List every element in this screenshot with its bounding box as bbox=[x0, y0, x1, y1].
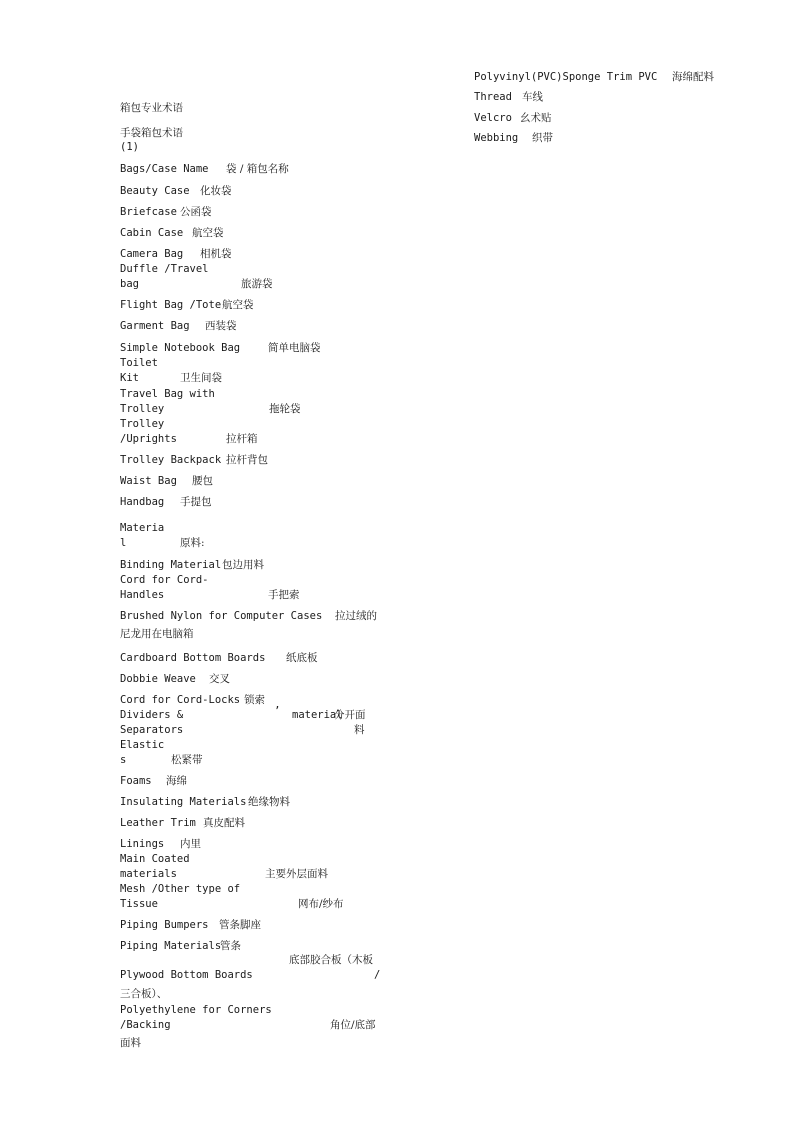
term-velcro: Velcro bbox=[474, 112, 512, 124]
term-toilet-2: Kit bbox=[120, 372, 139, 384]
term-thread: Thread bbox=[474, 91, 512, 103]
term-main-coated-2: materials bbox=[120, 868, 177, 880]
cn-beauty-case: 化妆袋 bbox=[200, 185, 232, 197]
term-leather-trim: Leather Trim bbox=[120, 817, 196, 829]
plywood-slash: / bbox=[374, 969, 381, 981]
cn-briefcase: 公函袋 bbox=[180, 206, 212, 218]
term-cord-handles-1: Cord for Cord- bbox=[120, 574, 209, 586]
term-cabin-case: Cabin Case bbox=[120, 227, 184, 239]
cn-notebook-bag: 简单电脑袋 bbox=[268, 342, 321, 354]
cn-pvc-sponge: 海绵配料 bbox=[672, 71, 714, 83]
term-trolley-2: /Uprights bbox=[120, 433, 177, 445]
term-dividers-1: Dividers & bbox=[120, 709, 184, 721]
term-polyethylene-2: /Backing bbox=[120, 1019, 171, 1031]
cn-cabin-case: 航空袋 bbox=[192, 227, 224, 239]
term-flight-bag: Flight Bag /Tote bbox=[120, 299, 222, 311]
cn-toilet: 卫生间袋 bbox=[180, 372, 222, 384]
cn-leather-trim: 真皮配料 bbox=[203, 817, 245, 829]
cn-handbag: 手提包 bbox=[180, 496, 212, 508]
cn-flight-bag: 航空袋 bbox=[222, 299, 254, 311]
term-elastics-2: s bbox=[120, 754, 127, 766]
term-cardboard: Cardboard Bottom Boards bbox=[120, 652, 266, 664]
cn-main-coated: 主要外层面料 bbox=[265, 868, 328, 880]
term-mesh-1: Mesh /Other type of bbox=[120, 883, 241, 895]
cn-webbing: 织带 bbox=[532, 132, 553, 144]
cn-duffle: 旅游袋 bbox=[241, 278, 273, 290]
term-waist-bag: Waist Bag bbox=[120, 475, 177, 487]
cn-garment-bag: 西装袋 bbox=[205, 320, 237, 332]
dividers-mid: material bbox=[292, 709, 343, 721]
cn-camera-bag: 相机袋 bbox=[200, 248, 232, 260]
cn-trolley: 拉杆箱 bbox=[226, 433, 258, 445]
cn-thread: 车线 bbox=[522, 91, 543, 103]
term-trolley-1: Trolley bbox=[120, 418, 165, 430]
material-header-1: Materia bbox=[120, 522, 165, 534]
term-handbag: Handbag bbox=[120, 496, 165, 508]
cn-elastics: 松紧带 bbox=[171, 754, 203, 766]
cn-linings: 内里 bbox=[180, 838, 201, 850]
cn-mesh: 网布/纱布 bbox=[298, 898, 344, 910]
cn-polyethylene-1: 角位/底部 bbox=[330, 1019, 376, 1031]
material-header-2: l bbox=[120, 537, 127, 549]
cn-plywood-1: 底部胶合板（木板 bbox=[289, 954, 373, 966]
cn-brushed-nylon-1: 拉过绒的 bbox=[335, 610, 377, 622]
section-number: (1) bbox=[120, 141, 139, 153]
bags-header-term: Bags/Case Name bbox=[120, 163, 209, 175]
term-duffle-1: Duffle /Travel bbox=[120, 263, 209, 275]
term-travel-bag-2: Trolley bbox=[120, 403, 165, 415]
cn-travel-bag: 拖轮袋 bbox=[269, 403, 301, 415]
term-trolley-backpack: Trolley Backpack bbox=[120, 454, 222, 466]
cn-piping-materials: 管条 bbox=[220, 940, 241, 952]
term-mesh-2: Tissue bbox=[120, 898, 158, 910]
term-linings: Linings bbox=[120, 838, 165, 850]
term-travel-bag-1: Travel Bag with bbox=[120, 388, 215, 400]
term-cord-handles-2: Handles bbox=[120, 589, 165, 601]
term-insulating: Insulating Materials bbox=[120, 796, 247, 808]
term-beauty-case: Beauty Case bbox=[120, 185, 190, 197]
term-webbing: Webbing bbox=[474, 132, 519, 144]
term-dobbie: Dobbie Weave bbox=[120, 673, 196, 685]
term-dividers-2: Separators bbox=[120, 724, 184, 736]
material-header-cn: 原料: bbox=[180, 537, 205, 549]
term-garment-bag: Garment Bag bbox=[120, 320, 190, 332]
term-camera-bag: Camera Bag bbox=[120, 248, 184, 260]
page-subtitle: 手袋箱包术语 bbox=[120, 127, 183, 139]
cn-foams: 海绵 bbox=[166, 775, 187, 787]
term-plywood: Plywood Bottom Boards bbox=[120, 969, 253, 981]
dividers-mark: ’ bbox=[274, 705, 281, 717]
term-piping-materials: Piping Materials bbox=[120, 940, 222, 952]
term-binding: Binding Material bbox=[120, 559, 222, 571]
term-briefcase: Briefcase bbox=[120, 206, 177, 218]
term-toilet-1: Toilet bbox=[120, 357, 158, 369]
cn-velcro: 幺术贴 bbox=[520, 112, 552, 124]
cn-trolley-backpack: 拉杆背包 bbox=[226, 454, 268, 466]
cn-polyethylene-2: 面料 bbox=[120, 1037, 141, 1049]
page-title: 箱包专业术语 bbox=[120, 102, 183, 114]
term-duffle-2: bag bbox=[120, 278, 139, 290]
cn-brushed-nylon-2: 尼龙用在电脑箱 bbox=[120, 628, 194, 640]
cn-dividers-1: 分开面 bbox=[334, 709, 366, 721]
term-polyethylene-1: Polyethylene for Corners bbox=[120, 1004, 272, 1016]
cn-binding: 包边用料 bbox=[222, 559, 264, 571]
cn-dobbie: 交叉 bbox=[209, 673, 230, 685]
term-brushed-nylon: Brushed Nylon for Computer Cases bbox=[120, 610, 323, 622]
cn-cord-handles: 手把索 bbox=[268, 589, 300, 601]
bags-header-cn: 袋 / 箱包名称 bbox=[226, 163, 289, 175]
cn-piping-bumpers: 管条脚座 bbox=[219, 919, 261, 931]
cn-cord-locks: 锁索 bbox=[244, 694, 265, 706]
term-cord-locks: Cord for Cord-Locks bbox=[120, 694, 241, 706]
cn-waist-bag: 腰包 bbox=[192, 475, 213, 487]
term-foams: Foams bbox=[120, 775, 152, 787]
cn-plywood-2: 三合板）、 bbox=[120, 988, 168, 1000]
term-notebook-bag: Simple Notebook Bag bbox=[120, 342, 241, 354]
cn-insulating: 绝缘物料 bbox=[248, 796, 290, 808]
term-piping-bumpers: Piping Bumpers bbox=[120, 919, 209, 931]
cn-cardboard: 纸底板 bbox=[286, 652, 318, 664]
cn-dividers-2: 料 bbox=[354, 724, 365, 736]
term-pvc-sponge: Polyvinyl(PVC)Sponge Trim PVC bbox=[474, 71, 658, 83]
term-main-coated-1: Main Coated bbox=[120, 853, 190, 865]
term-elastics-1: Elastic bbox=[120, 739, 165, 751]
